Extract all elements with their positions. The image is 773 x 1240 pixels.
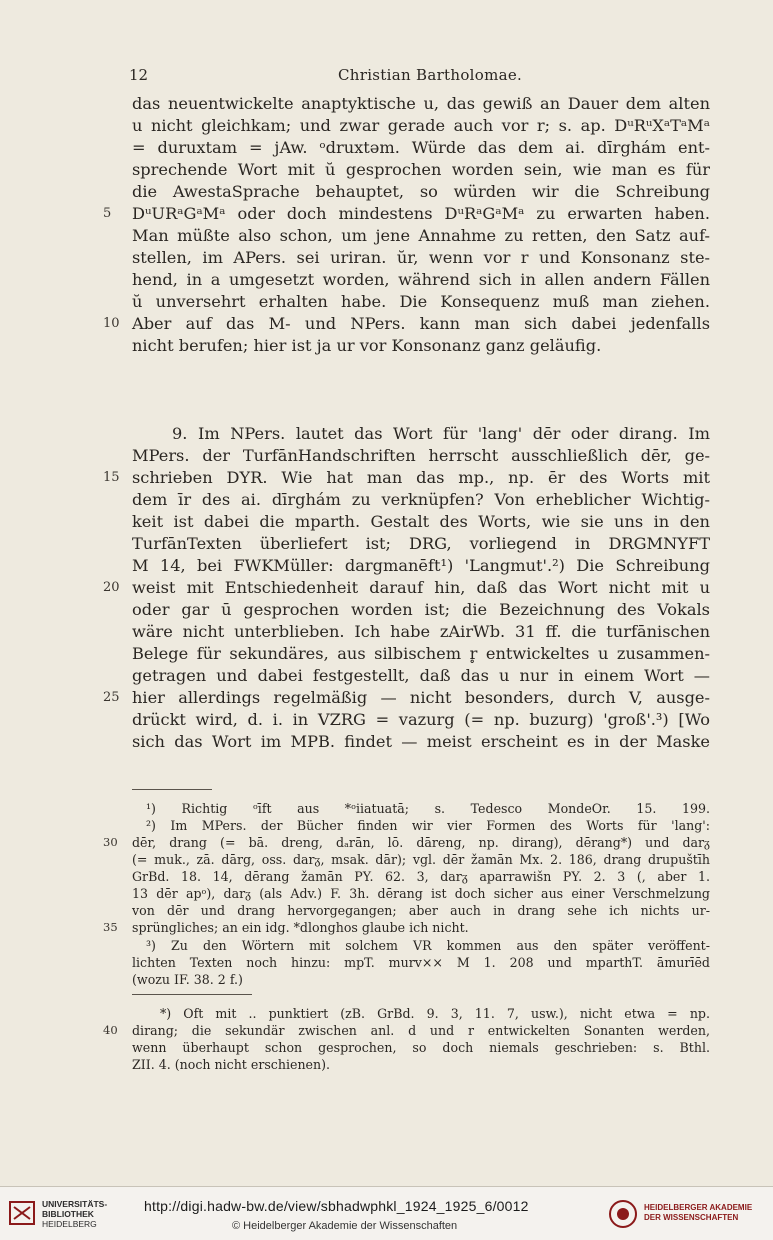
line-number: 15 bbox=[103, 470, 120, 485]
body-line: 9. Im NPers. lautet das Wort für 'lang' dēr oder dirang. Im bbox=[172, 424, 710, 443]
body-line: getragen und dabei festgestellt, daß das u nur in einem Wort — bbox=[132, 666, 710, 685]
footnote-rule-star bbox=[132, 994, 252, 995]
body-line: MPers. der TurfānHandschriften herrscht ausschließlich dēr, ge- bbox=[132, 446, 710, 465]
academy-logo[interactable] bbox=[608, 1197, 768, 1233]
logo-line: UNIVERSITÄTS- bbox=[42, 1199, 108, 1209]
logo-line: HEIDELBERGER AKADEMIE bbox=[644, 1203, 753, 1212]
footnote-line: dirang; die sekundär zwischen anl. d und r entwickelten Sonanten werden, bbox=[132, 1023, 710, 1038]
body-line: hier allerdings regelmäßig — nicht besonders, durch V, ausge- bbox=[132, 688, 710, 707]
body-line: stellen, im APers. sei uriran. ŭr, wenn vor r und Konsonanz ste- bbox=[132, 248, 710, 267]
body-line: schrieben DYR. Wie hat man das mp., np. ēr des Worts mit bbox=[132, 468, 710, 487]
footnote-line: (wozu IF. 38. 2 f.) bbox=[132, 972, 243, 987]
footnote-rule bbox=[132, 789, 212, 790]
body-line: sprechende Wort mit ŭ gesprochen worden sein, wie man es für bbox=[132, 160, 710, 179]
line-number: 20 bbox=[103, 580, 120, 595]
body-line: M 14, bei FWKMüller: dargmanēft¹) 'Langmut'.²) Die Schreibung bbox=[132, 556, 710, 575]
body-line: Man müßte also schon, um jene Annahme zu retten, den Satz auf- bbox=[132, 226, 710, 245]
body-line: sich das Wort im MPB. findet — meist erscheint es in der Maske bbox=[132, 732, 710, 751]
library-logo-icon bbox=[8, 1199, 36, 1227]
body-line: u nicht gleichkam; und zwar gerade auch vor r; s. ap. DᵘRᵘXᵃTᵃMᵃ bbox=[132, 116, 710, 135]
body-line: die AwestaSprache behauptet, so würden wir die Schreibung bbox=[132, 182, 710, 201]
body-line: nicht berufen; hier ist ja ur vor Konsonanz ganz geläufig. bbox=[132, 336, 602, 355]
page-number: 12 bbox=[129, 66, 149, 84]
permalink-url[interactable]: http://digi.hadw-bw.de/view/sbhadwphkl_1924_1925_6/0012 bbox=[144, 1198, 529, 1214]
footnote-line: ²) Im MPers. der Bücher finden wir vier Formen des Worts für 'lang': bbox=[146, 818, 710, 833]
line-number: 25 bbox=[103, 690, 120, 705]
body-line: oder gar ū gesprochen worden ist; die Bezeichnung des Vokals bbox=[132, 600, 710, 619]
logo-line: BIBLIOTHEK bbox=[42, 1209, 94, 1219]
body-line: ŭ unversehrt erhalten habe. Die Konsequenz muß man ziehen. bbox=[132, 292, 710, 311]
copyright-notice: © Heidelberger Akademie der Wissenschaften bbox=[232, 1220, 458, 1232]
footnote-line: lichten Texten noch hinzu: mpT. murv×× M 1. 208 und mparthT. āmurīēd bbox=[132, 955, 710, 970]
body-line: drückt wird, d. i. in VZRG = vazurg (= np. buzurg) 'groß'.³) [Wo bbox=[132, 710, 710, 729]
body-line: weist mit Entschiedenheit darauf hin, daß das Wort nicht mit u bbox=[132, 578, 710, 597]
body-line: Aber auf das M- und NPers. kann man sich dabei jedenfalls bbox=[132, 314, 710, 333]
footnote-line: *) Oft mit .. punktiert (zB. GrBd. 9. 3, 11. 7, usw.), nicht etwa = np. bbox=[160, 1006, 710, 1021]
footnote-line: ¹) Richtig ᵒīft aus *ᵒiiatuatā; s. Tedesco MondeOr. 15. 199. bbox=[146, 801, 710, 816]
footnote-line: 13 dēr apᵒ), darᵹ (als Adv.) F. 3h. dērang ist doch sicher aus einer Verschmelzung bbox=[132, 886, 710, 901]
footnote-line: (= muk., zā. dārg, oss. darᵹ, msak. dār); vgl. dēr žamān Mx. 2. 186, drang drupuštīh bbox=[132, 852, 710, 867]
line-number: 35 bbox=[103, 920, 118, 934]
academy-emblem-icon bbox=[608, 1199, 638, 1229]
logo-line: HEIDELBERG bbox=[42, 1219, 97, 1229]
footnote-line: ZII. 4. (noch nicht erschienen). bbox=[132, 1057, 331, 1072]
body-line: DᵘURᵃGᵃMᵃ oder doch mindestens DᵘRᵃGᵃMᵃ zu erwarten haben. bbox=[132, 204, 710, 223]
body-line: wäre nicht unterblieben. Ich habe zAirWb. 31 ff. die turfānischen bbox=[132, 622, 710, 641]
footnote-line: wenn überhaupt schon gesprochen, so doch niemals geschrieben: s. Bthl. bbox=[132, 1040, 710, 1055]
line-number: 10 bbox=[103, 316, 120, 331]
body-line: hend, in a umgesetzt worden, während sich in allen andern Fällen bbox=[132, 270, 710, 289]
page-header bbox=[0, 66, 773, 86]
university-library-logo[interactable] bbox=[8, 1195, 138, 1235]
body-line: das neuentwickelte anaptyktische u, das gewiß an Dauer dem alten bbox=[132, 94, 710, 113]
footnote-line: sprüngliches; an ein idg. *dlonghos glaube ich nicht. bbox=[132, 920, 469, 935]
line-number: 5 bbox=[103, 206, 112, 221]
running-head: Christian Bartholomae. bbox=[338, 66, 523, 84]
logo-line: DER WISSENSCHAFTEN bbox=[644, 1213, 739, 1222]
body-line: keit ist dabei die mparth. Gestalt des Worts, wie sie uns in den bbox=[132, 512, 710, 531]
footnote-line: dēr, drang (= bā. dreng, dₐrān, lō. dāreng, np. dirang), dērang*) und darᵹ bbox=[132, 835, 710, 850]
body-line: TurfānTexten überliefert ist; DRG, vorliegend in DRGMNYFT bbox=[132, 534, 710, 553]
footnote-line: von dēr und drang hervorgegangen; aber auch in drang sehe ich nichts ur- bbox=[132, 903, 710, 918]
body-line: = duruxtam = jAw. ᵒdruxtəm. Würde das dem ai. dīrghám ent- bbox=[132, 138, 710, 157]
body-line: Belege für sekundäres, aus silbischem r̥ entwickeltes u zusammen- bbox=[132, 644, 710, 663]
line-number: 30 bbox=[103, 835, 118, 849]
line-number: 40 bbox=[103, 1023, 118, 1037]
viewer-footer bbox=[0, 1186, 773, 1240]
body-line: dem īr des ai. dīrghám zu verknüpfen? Von erheblicher Wichtig- bbox=[132, 490, 710, 509]
footnote-line: GrBd. 18. 14, dērang žamān PY. 62. 3, darᵹ aparrawišn PY. 2. 3 (, aber 1. bbox=[132, 869, 710, 884]
footnote-line: ³) Zu den Wörtern mit solchem VR kommen aus den später veröffent- bbox=[146, 938, 710, 953]
